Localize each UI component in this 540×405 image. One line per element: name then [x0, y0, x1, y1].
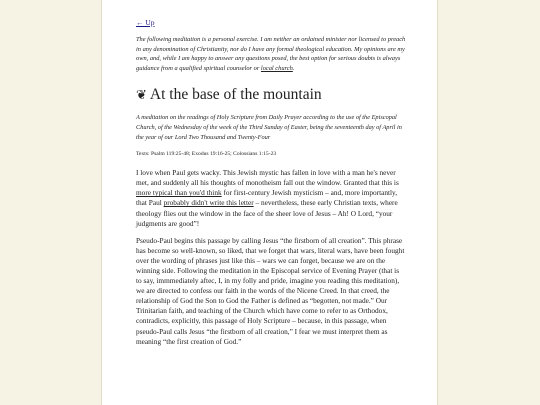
- up-link[interactable]: ← Up: [136, 18, 155, 27]
- title-text: At the base of the mountain: [149, 86, 322, 104]
- fleuron-icon: ❦: [136, 87, 147, 103]
- subtitle: A meditation on the readings of Holy Scripture from Daily Prayer according to the use of the Episcopal Church, of the Wednesday of the week of the Third Sunday of Easter, being the seventeenth day of April in the year of our Lord Two Thousand and Twenty-Four: [136, 114, 402, 141]
- typical-link[interactable]: more typical than you'd think: [136, 188, 222, 198]
- content-column: [136, 12, 406, 347]
- disclaimer: [136, 35, 406, 73]
- article-page: [101, 0, 438, 405]
- p1-text-c: – nevertheless, these early Christian texts, where theology flies out the window in the face of the sheer love of Jesus – Ah! O Lord, “your judgments are good”!: [136, 198, 398, 228]
- disclaimer-end: .: [292, 64, 295, 72]
- p1-text-b: for first-century Jewish mysticism – and, more importantly, that Paul: [136, 188, 398, 208]
- authorship-link[interactable]: probably didn't write this letter: [163, 198, 254, 208]
- paragraph-1: [136, 168, 406, 229]
- scripture-texts: Texts: Psalm 119:25-48; Exodus 19:16-25; Colossians 1:15-23: [136, 151, 277, 158]
- p1-text-a: I love when Paul gets wacky. This Jewish mystic has fallen in love with a man he's never met, and suddenly all his thoughts of monotheism fall out the window. Granted that this is: [136, 168, 399, 188]
- disclaimer-text: The following meditation is a personal exercise. I am neither an ordained minister nor licensed to preach in any denomination of Christianity, nor do I have any formal theological education. My opinions are my own, and, while I am happy to answer any questions posed, the best option for serious doubts is always guidance from a qualified spiritual counselor or: [136, 36, 406, 72]
- local-church-link[interactable]: local church: [260, 64, 293, 72]
- paragraph-2: Pseudo-Paul begins this passage by calling Jesus “the firstborn of all creation”. This phrase has become so well-known, so liked, that we forget that wars, literal wars, have been fought over the wording of phrases just like this – wars we can forget, because we are on the winning side. Following the meditation in the Episcopal service of Evening Prayer (that is to say, immmediately aftec, I, in my folly and pride, imagine you reading this meditation), we are directed to confess our faith in the words of the Nicene Creed. In that creed, the relationship of God the Son to God the Father is defined as “begotten, not made.” Our Trinitarian faith, and teaching of the Church which have come to refer to as Orthodox, contradicts, explicitly, this passage of Holy Scripture – because, in this passage, when pseudo-Paul calls Jesus “the firstborn of all creation,” I fear we must interpret them as meaning “the first creation of God.”: [136, 235, 405, 346]
- page-title: [136, 86, 406, 104]
